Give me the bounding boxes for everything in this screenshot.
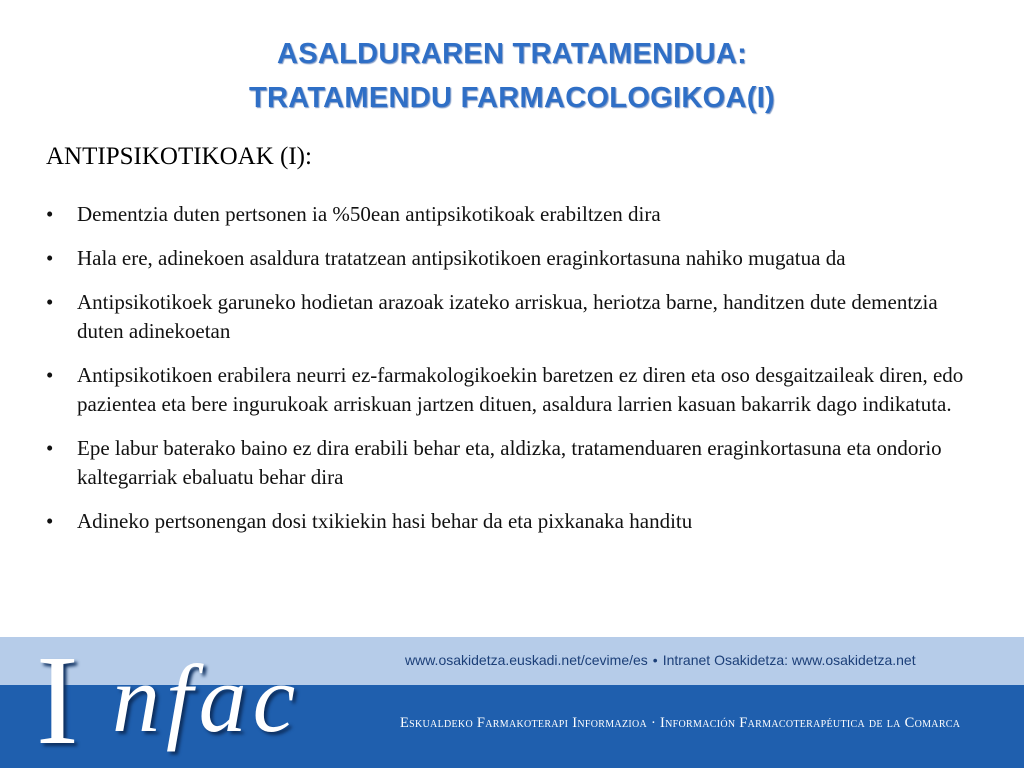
slide-title xyxy=(0,32,1024,120)
footer-links xyxy=(405,652,1005,668)
bullet-item: • Antipsikotikoek garuneko hodietan arazoak izateko arriskua, heriotza barne, handitzen dute dementzia duten adinekoetan xyxy=(46,288,976,346)
link-cevime[interactable]: www.osakidetza.euskadi.net/cevime/es xyxy=(405,652,648,668)
title-line-2: TRATAMENDU FARMACOLOGIKOA(I) xyxy=(248,82,776,114)
logo-letters: nfac xyxy=(112,645,302,752)
section-subtitle: ANTIPSIKOTIKOAK (I): xyxy=(46,143,312,170)
infac-logo xyxy=(36,629,366,771)
link-intranet[interactable]: Intranet Osakidetza: www.osakidetza.net xyxy=(662,652,916,668)
bullet-item: • Dementzia duten pertsonen ia %50ean antipsikotikoak erabiltzen dira xyxy=(46,200,976,229)
footer-banner xyxy=(0,629,1024,771)
organization-name: Eskualdeko Farmakoterapi Informazioa · Información Farmacoterapéutica de la Comarca xyxy=(400,715,961,731)
bullet-list xyxy=(46,200,976,551)
bullet-item: • Epe labur baterako baino ez dira erabili behar eta, aldizka, tratamenduaren eraginkortasuna eta ondorio kaltegarriak ebaluatu behar dira xyxy=(46,434,976,492)
link-separator: • xyxy=(652,652,658,668)
title-line-1: ASALDURAREN TRATAMENDUA: xyxy=(276,38,748,70)
bullet-item: • Antipsikotikoen erabilera neurri ez-farmakologikoekin baretzen ez diren eta oso desgaitzaileak diren, edo pazientea eta bere ingurukoak arriskuan jartzen dituen, asaldura larrien kasuan bakarrik dago indikatuta. xyxy=(46,361,976,419)
bullet-item: • Adineko pertsonengan dosi txikiekin hasi behar da eta pixkanaka handitu xyxy=(46,507,976,536)
bullet-item: • Hala ere, adinekoen asaldura tratatzean antipsikotikoen eraginkortasuna nahiko mugatua da xyxy=(46,244,976,273)
logo-letter-i: I xyxy=(36,629,79,771)
